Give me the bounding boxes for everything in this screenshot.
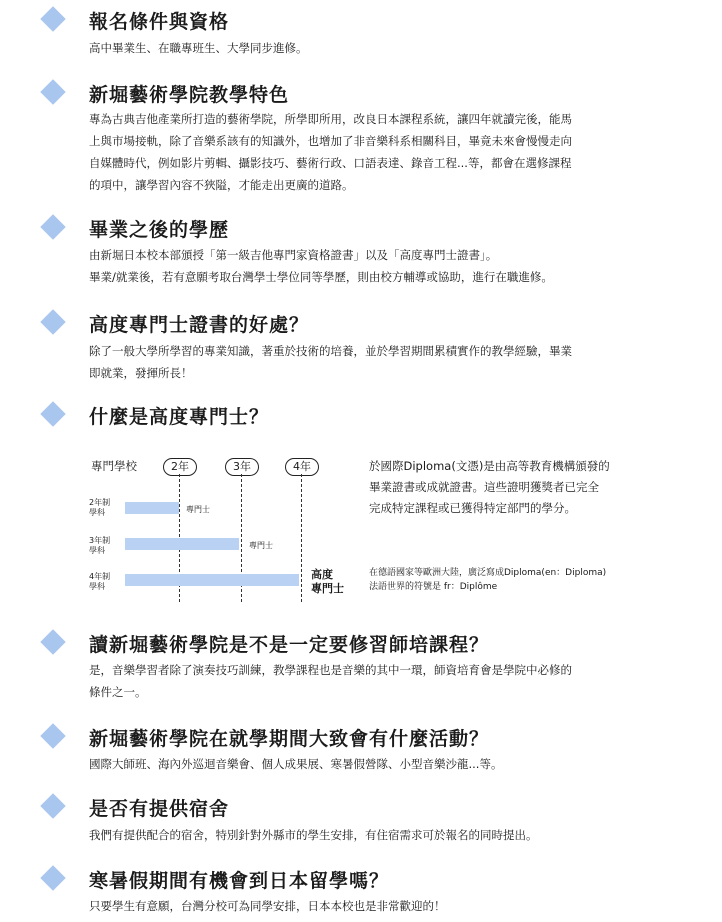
year-2-box: 2年 xyxy=(163,458,197,476)
row-label-line: 學科 xyxy=(89,546,105,555)
year-3-box: 3年 xyxy=(225,458,259,476)
body-line: 上與市場接軌，除了音樂系該有的知識外，也增加了非音樂科系相關科目，畢竟未來會慢慢走向 xyxy=(89,134,572,148)
section-body xyxy=(89,340,637,384)
bar-2year xyxy=(125,502,179,514)
section-body xyxy=(89,753,637,775)
section-title: 報名條件與資格 xyxy=(89,11,230,33)
diploma-note xyxy=(369,566,606,594)
bar-3year xyxy=(125,538,239,550)
body-line: 畢業/就業後，若有意願考取台灣學士學位同等學歷，則由校方輔導或協助，進行在職進修。 xyxy=(89,270,553,284)
section-body xyxy=(89,244,637,288)
bar-tag-4year xyxy=(311,568,344,596)
diamond-bullet-icon xyxy=(40,214,65,239)
section-title: 讀新堀藝術學院是不是一定要修習師培課程？ xyxy=(89,634,490,656)
diamond-bullet-icon xyxy=(40,6,65,31)
diamond-bullet-icon xyxy=(40,309,65,334)
row-label-2year xyxy=(89,498,110,518)
year-4-box: 4年 xyxy=(285,458,319,476)
body-line: 國際大師班、海內外巡迴音樂會、個人成果展、寒暑假營隊、小型音樂沙龍...等。 xyxy=(89,757,503,771)
body-line: 自媒體時代，例如影片剪輯、攝影技巧、藝術行政、口語表達、錄音工程...等，都會在選修課程 xyxy=(89,156,572,170)
year-4-divider xyxy=(301,474,302,602)
body-line: 由新堀日本校本部頒授「第一級吉他專門家資格證書」以及「高度專門士證書」。 xyxy=(89,248,498,262)
diamond-bullet-icon xyxy=(40,401,65,426)
body-line: 是，音樂學習者除了演奏技巧訓練，教學課程也是音樂的其中一環，師資培育會是學院中必修的 xyxy=(89,663,572,677)
row-label-line: 學科 xyxy=(89,508,105,517)
section-body xyxy=(89,824,637,846)
body-line: 我們有提供配合的宿舍，特別針對外縣市的學生安排，有住宿需求可於報名的同時提出。 xyxy=(89,828,538,842)
row-label-3year xyxy=(89,536,110,556)
section-title: 是否有提供宿舍 xyxy=(89,798,230,820)
diamond-bullet-icon xyxy=(40,79,65,104)
bar-tag-3year: 專門士 xyxy=(249,541,273,550)
section-body xyxy=(89,108,637,196)
section-title: 畢業之後的學歷 xyxy=(89,219,230,241)
body-line: 高中畢業生、在職專班生、大學同步進修。 xyxy=(89,41,308,55)
row-label-line: 4年制 xyxy=(89,572,111,581)
row-label-4year xyxy=(89,572,110,592)
section-title: 什麼是高度專門士？ xyxy=(89,406,270,428)
diamond-bullet-icon xyxy=(40,865,65,890)
diploma-explanation xyxy=(369,456,610,519)
body-line: 只要學生有意願，台灣分校可為同學安排，日本本校也是非常歡迎的！ xyxy=(89,899,446,913)
row-label-line: 學科 xyxy=(89,582,105,591)
section-body xyxy=(89,37,637,59)
body-line: 的項中，讓學習內容不狹隘，才能走出更廣的道路。 xyxy=(89,178,354,192)
body-line: 即就業，發揮所長！ xyxy=(89,366,193,380)
explain-line: 於國際Diploma(文憑)是由高等教育機構頒發的 xyxy=(369,459,610,473)
explain-line: 畢業證書或成就證書。這些證明獲獎者已完全 xyxy=(369,480,599,494)
body-line: 條件之一。 xyxy=(89,685,147,699)
diagram-header-label: 專門學校 xyxy=(91,459,137,473)
degree-diagram xyxy=(89,452,649,612)
note-line: 法語世界的符號是 fr：Diplôme xyxy=(369,582,498,592)
bar-4year xyxy=(125,574,299,586)
big-tag-line: 高度 xyxy=(311,568,333,581)
section-body xyxy=(89,895,637,917)
diamond-bullet-icon xyxy=(40,793,65,818)
section-title: 新堀藝術學院在就學期間大致會有什麼活動？ xyxy=(89,728,490,750)
body-line: 專為古典吉他產業所打造的藝術學院，所學即所用，改良日本課程系統，讓四年就讀完後，能馬 xyxy=(89,112,572,126)
bar-tag-2year: 專門士 xyxy=(186,505,210,514)
diamond-bullet-icon xyxy=(40,723,65,748)
row-label-line: 3年制 xyxy=(89,536,111,545)
body-line: 除了一般大學所學習的專業知識，著重於技術的培養，並於學習期間累積實作的教學經驗，畢業 xyxy=(89,344,572,358)
explain-line: 完成特定課程或已獲得特定部門的學分。 xyxy=(369,501,576,515)
row-label-line: 2年制 xyxy=(89,498,111,507)
section-title: 高度專門士證書的好處？ xyxy=(89,314,310,336)
section-title: 寒暑假期間有機會到日本留學嗎？ xyxy=(89,870,390,892)
section-body xyxy=(89,659,637,703)
big-tag-line: 專門士 xyxy=(311,582,344,595)
note-line: 在德語國家等歐洲大陸，廣泛寫成Diploma(en：Diploma) xyxy=(369,568,607,578)
section-title: 新堀藝術學院教學特色 xyxy=(89,84,290,106)
diamond-bullet-icon xyxy=(40,629,65,654)
